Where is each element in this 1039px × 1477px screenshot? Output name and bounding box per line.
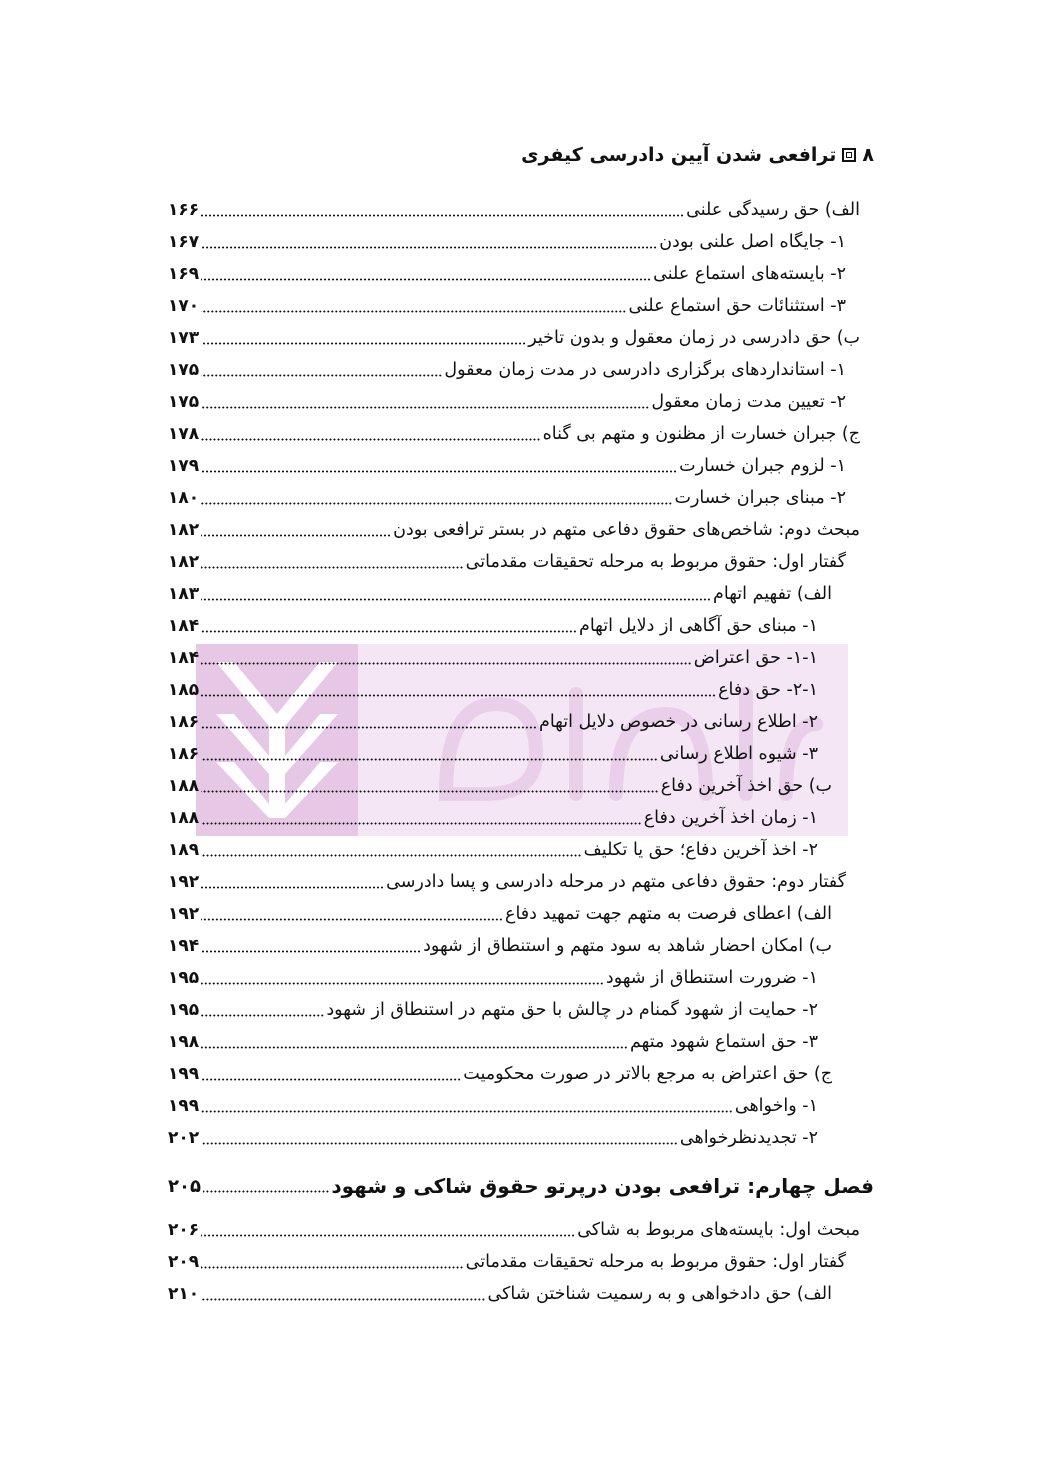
toc-entry-title: ج) جبران خسارت از مظنون و متهم بی گناه xyxy=(542,424,860,444)
toc-entry[interactable] xyxy=(168,610,860,642)
dot-leader xyxy=(201,758,658,761)
toc-entry[interactable] xyxy=(168,258,860,290)
toc-entry[interactable] xyxy=(168,354,860,386)
dot-leader xyxy=(201,566,464,569)
toc-entry-page: ۱۹۵ xyxy=(168,1000,200,1020)
dot-leader xyxy=(201,982,604,985)
toc-entry[interactable] xyxy=(168,322,860,354)
dot-leader xyxy=(201,310,626,313)
toc-entry-title: ج) حق اعتراض به مرجع بالاتر در صورت محکومیت xyxy=(463,1064,832,1084)
toc-entry[interactable] xyxy=(168,674,860,706)
toc-entry[interactable] xyxy=(168,1026,860,1058)
dot-leader xyxy=(201,886,384,889)
dot-leader xyxy=(201,1110,733,1113)
dot-leader xyxy=(201,1298,485,1301)
header-title: ترافعی شدن آیین دادرسی کیفری xyxy=(521,144,837,166)
toc-entry-title: ۱- لزوم جبران خسارت xyxy=(679,456,846,476)
toc-entry[interactable] xyxy=(168,642,860,674)
toc-entry-page: ۱۹۵ xyxy=(168,968,200,988)
toc-entry[interactable] xyxy=(168,1058,860,1090)
toc-entry-title: گفتار اول: حقوق مربوط به مرحله تحقیقات مقدماتی xyxy=(465,552,846,572)
dot-leader xyxy=(201,822,642,825)
toc-entry-page: ۲۰۲ xyxy=(168,1128,200,1148)
toc-entry-page: ۱۸۶ xyxy=(168,744,200,764)
toc-entry-title: ۲- بایسته‌های استماع علنی xyxy=(653,264,846,284)
toc-entry-title: مبحث اول: بایسته‌های مربوط به شاکی xyxy=(577,1220,860,1240)
toc-entry-title: ۲- مبنای جبران خسارت xyxy=(674,488,846,508)
toc-entry[interactable] xyxy=(168,738,860,770)
toc-entry-title: مبحث دوم: شاخص‌های حقوق دفاعی متهم در بستر ترافعی بودن xyxy=(393,520,860,540)
toc-entry[interactable] xyxy=(168,834,860,866)
dot-leader xyxy=(201,1142,678,1145)
toc-entry-title: الف) حق رسیدگی علنی xyxy=(686,200,860,220)
dot-leader xyxy=(201,950,421,953)
toc-entry[interactable] xyxy=(168,930,860,962)
toc-entry-title: ۱- ضرورت استنطاق از شهود xyxy=(605,968,818,988)
toc-entry-title: ۱- زمان اخذ آخرین دفاع xyxy=(643,808,818,828)
toc-entry-title: ۲- تجدیدنظرخواهی xyxy=(679,1128,818,1148)
toc-entry[interactable] xyxy=(168,898,860,930)
toc-entry-page: ۱۷۰ xyxy=(168,296,200,316)
toc-entry-page: ۱۶۹ xyxy=(168,264,200,284)
toc-entry-title: ۲- اطلاع رسانی در خصوص دلایل اتهام xyxy=(539,712,818,732)
toc-entry[interactable] xyxy=(168,962,860,994)
toc-entry-page: ۱۹۸ xyxy=(168,1032,200,1052)
dot-leader xyxy=(201,342,526,345)
toc-entry[interactable] xyxy=(168,802,860,834)
toc-entry-title: ۲-۱- حق دفاع xyxy=(718,680,818,700)
toc-entry-title: ۱-۱- حق اعتراض xyxy=(693,648,818,668)
dot-leader xyxy=(201,694,716,697)
toc-entry-title: ۱- مبنای حق آگاهی از دلایل اتهام xyxy=(579,616,818,636)
toc-entry[interactable] xyxy=(168,1246,860,1278)
toc-entry[interactable] xyxy=(168,226,860,258)
toc-entry-title: الف) حق دادخواهی و به رسمیت شناختن شاکی xyxy=(487,1284,832,1304)
toc-entry[interactable] xyxy=(168,194,860,226)
toc-entry-page: ۱۸۹ xyxy=(168,840,200,860)
toc-chapter-entry[interactable] xyxy=(168,1170,874,1202)
dot-leader xyxy=(201,470,677,473)
toc-entry-title: ب) حق دادرسی در زمان معقول و بدون تاخیر xyxy=(528,328,860,348)
toc-entry-page: ۱۶۶ xyxy=(168,200,200,220)
toc-entry-title: ۱- استانداردهای برگزاری دادرسی در مدت زمان معقول xyxy=(444,360,846,380)
toc-entry-page: ۱۷۵ xyxy=(168,360,200,380)
toc-entry[interactable] xyxy=(168,546,860,578)
toc-entry-title: ب) امکان احضار شاهد به سود متهم و استنطاق از شهود xyxy=(423,936,832,956)
dot-leader xyxy=(201,278,651,281)
toc-entry-page: ۱۹۹ xyxy=(168,1064,200,1084)
toc-entry-page: ۱۹۲ xyxy=(168,904,200,924)
toc-entry[interactable] xyxy=(168,482,860,514)
dot-leader xyxy=(201,374,442,377)
toc-entry-page: ۱۷۵ xyxy=(168,392,200,412)
toc-entry-title: ۱- واخواهی xyxy=(734,1096,818,1116)
dot-leader xyxy=(201,598,711,601)
dot-leader xyxy=(201,214,684,217)
toc-entry-page: ۱۸۵ xyxy=(168,680,200,700)
toc-entry-title: الف) تفهیم اتهام xyxy=(713,584,832,604)
box-icon xyxy=(842,148,856,162)
toc-entry-page: ۲۰۶ xyxy=(168,1220,200,1240)
running-header xyxy=(521,138,874,172)
toc-entry-page: ۱۷۸ xyxy=(168,424,200,444)
toc-entry-page: ۱۷۳ xyxy=(168,328,200,348)
toc-entry-page: ۱۸۴ xyxy=(168,616,200,636)
toc-entry[interactable] xyxy=(168,514,860,546)
dot-leader xyxy=(201,534,391,537)
toc-entry-page: ۱۷۹ xyxy=(168,456,200,476)
toc-entry-page: ۱۸۰ xyxy=(168,488,200,508)
toc-entry-title: ۳- حق استماع شهود متهم xyxy=(629,1032,818,1052)
toc-entry[interactable] xyxy=(168,1214,860,1246)
toc-entry[interactable] xyxy=(168,450,860,482)
toc-entry-title: ۲- تعیین مدت زمان معقول xyxy=(651,392,846,412)
dot-leader xyxy=(201,1046,628,1049)
dot-leader xyxy=(201,1014,324,1017)
dot-leader xyxy=(201,502,672,505)
dot-leader xyxy=(201,630,577,633)
dot-leader xyxy=(201,854,582,857)
toc-entry-page: ۲۰۹ xyxy=(168,1252,200,1272)
toc-entry-page: ۱۹۹ xyxy=(168,1096,200,1116)
toc-entry-title: ب) حق اخذ آخرین دفاع xyxy=(660,776,832,796)
dot-leader xyxy=(201,662,692,665)
toc-entry-page: ۱۹۲ xyxy=(168,872,200,892)
toc-entry[interactable] xyxy=(168,866,860,898)
toc-entry[interactable] xyxy=(168,994,860,1026)
toc-entry-page: ۱۸۸ xyxy=(168,776,200,796)
toc-entry-title: الف) اعطای فرصت به متهم جهت تمهید دفاع xyxy=(505,904,832,924)
toc-entry-title: ۳- استثنائات حق استماع علنی xyxy=(628,296,846,316)
toc-entry-title: ۱- جایگاه اصل علنی بودن xyxy=(659,232,846,252)
dot-leader xyxy=(201,246,657,249)
toc-entry-title: ۳- شیوه اطلاع رسانی xyxy=(659,744,818,764)
toc-entry[interactable] xyxy=(168,418,860,450)
header-page-number: ۸ xyxy=(862,144,874,166)
dot-leader xyxy=(201,1266,464,1269)
dot-leader xyxy=(201,918,503,921)
toc-entry-page: ۱۸۸ xyxy=(168,808,200,828)
dot-leader xyxy=(201,1078,461,1081)
toc-entry[interactable] xyxy=(168,770,860,802)
toc-entry[interactable] xyxy=(168,706,860,738)
toc-entry-page: ۱۹۴ xyxy=(168,936,200,956)
toc-entry-page: ۱۸۴ xyxy=(168,648,200,668)
toc-entry[interactable] xyxy=(168,1122,860,1154)
toc-entry-title: ۲- اخذ آخرین دفاع؛ حق یا تکلیف xyxy=(583,840,818,860)
toc-entry-page: ۱۸۶ xyxy=(168,712,200,732)
toc-entry[interactable] xyxy=(168,1278,860,1310)
dot-leader xyxy=(201,790,659,793)
toc-entry-title: فصل چهارم: ترافعی بودن درپرتو حقوق شاکی و شهود xyxy=(331,1174,874,1198)
toc-entry-page: ۱۶۷ xyxy=(168,232,200,252)
toc-entry-title: گفتار دوم: حقوق دفاعی متهم در مرحله دادرسی و پسا دادرسی xyxy=(386,872,846,892)
toc-entry-page: ۱۸۲ xyxy=(168,520,200,540)
toc-entry-title: ۲- حمایت از شهود گمنام در چالش با حق متهم در استنطاق از شهود xyxy=(326,1000,818,1020)
dot-leader xyxy=(203,1190,329,1193)
toc-entry[interactable] xyxy=(168,290,860,322)
toc-entry[interactable] xyxy=(168,578,860,610)
toc-entry-page: ۲۰۵ xyxy=(168,1175,201,1197)
toc-entry[interactable] xyxy=(168,386,860,418)
dot-leader xyxy=(201,1234,575,1237)
toc-entry-title: گفتار اول: حقوق مربوط به مرحله تحقیقات مقدماتی xyxy=(465,1252,846,1272)
dot-leader xyxy=(201,438,540,441)
toc-entry-page: ۱۸۳ xyxy=(168,584,200,604)
toc-entry[interactable] xyxy=(168,1090,860,1122)
toc-entry-page: ۲۱۰ xyxy=(168,1284,200,1304)
toc-entry-page: ۱۸۲ xyxy=(168,552,200,572)
dot-leader xyxy=(201,726,537,729)
dot-leader xyxy=(201,406,649,409)
